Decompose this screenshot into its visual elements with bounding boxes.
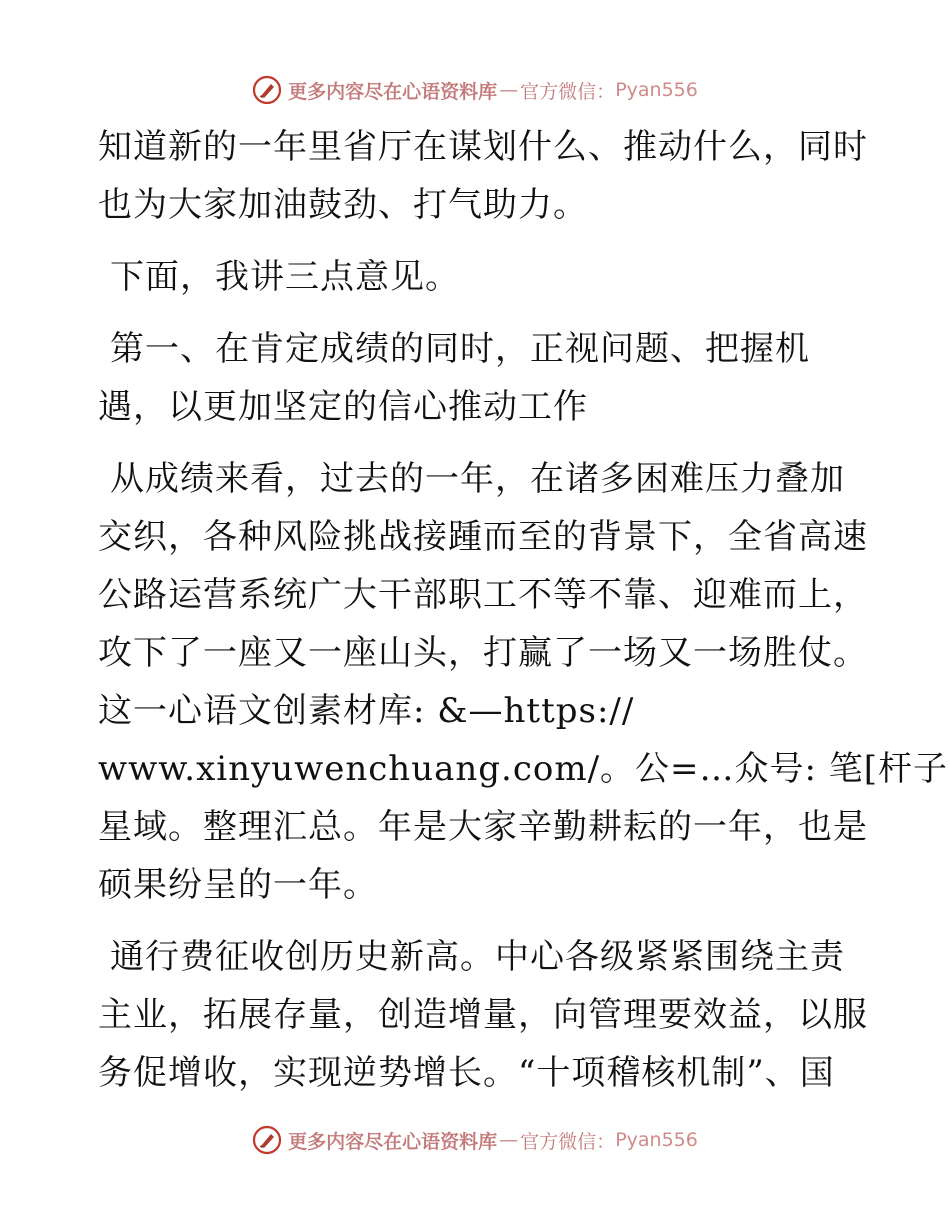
text-line: 第一、在肯定成绩的同时，正视问题、把握机 (110, 329, 810, 369)
watermark-banner-bottom (0, 1120, 950, 1160)
watermark-separator: — (499, 79, 519, 101)
text-line: 遇，以更加坚定的信心推动工作 (98, 387, 588, 427)
text-line: www.xinyuwenchuang.com/。公=…众号: 笔[杆子 (98, 749, 949, 789)
text-line: 交织，各种风险挑战接踵而至的背景下，全省高速 (98, 517, 868, 557)
text-line: 知道新的一年里省厅在谋划什么、推动什么，同时 (98, 127, 868, 167)
watermark-banner-top (0, 70, 950, 110)
text-line: 主业，拓展存量，创造增量，向管理要效益，以服 (98, 995, 868, 1035)
pen-nib-circle-icon (252, 75, 282, 105)
text-line: 攻下了一座又一座山头，打赢了一场又一场胜仗。 (98, 633, 868, 673)
pen-nib-circle-icon (252, 1125, 282, 1155)
section-heading (98, 320, 858, 436)
paragraph (98, 928, 868, 1102)
text-line: 星域。整理汇总。年是大家辛勤耕耘的一年，也是 (98, 807, 868, 847)
watermark-brand: 更多内容尽在心语资料库 (288, 80, 498, 103)
watermark-wechat-id: Pyan556 (615, 79, 698, 101)
text-line: 也为大家加油鼓劲、打气助力。 (98, 185, 588, 225)
paragraph (98, 450, 949, 914)
text-line: 务促增收，实现逆势增长。“十项稽核机制”、国 (98, 1053, 835, 1093)
watermark-separator: — (499, 1129, 519, 1151)
text-line: 下面，我讲三点意见。 (110, 257, 460, 297)
watermark-brand: 更多内容尽在心语资料库 (288, 1130, 498, 1153)
text-line: 通行费征收创历史新高。中心各级紧紧围绕主责 (110, 937, 845, 977)
text-line: 硕果纷呈的一年。 (98, 865, 378, 905)
text-line: 公路运营系统广大干部职工不等不靠、迎难而上， (98, 575, 868, 615)
text-line: 从成绩来看，过去的一年，在诸多困难压力叠加 (110, 459, 845, 499)
watermark-wechat-id: Pyan556 (615, 1129, 698, 1151)
paragraph (98, 248, 858, 306)
watermark-wechat-label: 官方微信： (520, 1130, 616, 1153)
watermark-wechat-label: 官方微信： (520, 80, 616, 103)
paragraph (98, 118, 868, 234)
text-line: 这一心语文创素材库: &—https:// (98, 691, 635, 731)
document-body (98, 118, 949, 1116)
